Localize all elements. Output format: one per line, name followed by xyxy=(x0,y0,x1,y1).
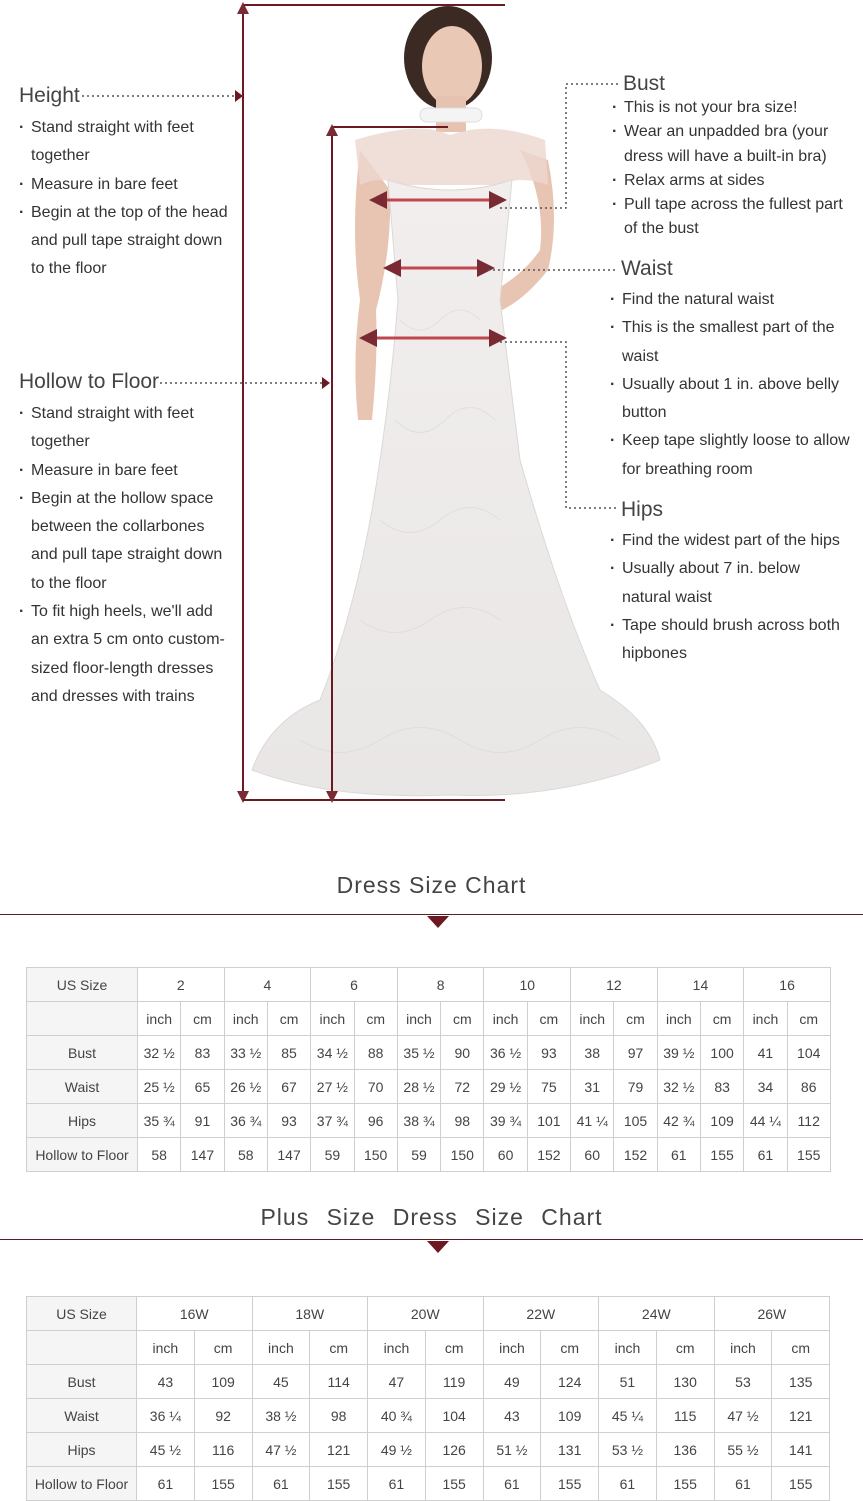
value-cell: 61 xyxy=(252,1467,310,1501)
value-cell: 67 xyxy=(267,1070,310,1104)
unit-cell: cm xyxy=(787,1002,830,1036)
hips-section xyxy=(610,498,840,668)
unit-cell: inch xyxy=(483,1331,541,1365)
hips-bullet: · Find the widest part of the hips xyxy=(610,527,840,555)
value-cell: 147 xyxy=(181,1138,224,1172)
unit-cell: inch xyxy=(252,1331,310,1365)
row-label: Bust xyxy=(27,1036,138,1070)
table-row xyxy=(27,1138,831,1172)
plus-chart-divider xyxy=(0,1239,863,1240)
value-cell: 93 xyxy=(527,1036,570,1070)
value-cell: 25 ½ xyxy=(138,1070,181,1104)
value-cell: 36 ¾ xyxy=(224,1104,267,1138)
value-cell: 35 ½ xyxy=(397,1036,440,1070)
value-cell: 150 xyxy=(354,1138,397,1172)
value-cell: 155 xyxy=(772,1467,830,1501)
value-cell: 59 xyxy=(311,1138,354,1172)
value-cell: 100 xyxy=(700,1036,743,1070)
value-cell: 29 ½ xyxy=(484,1070,527,1104)
value-cell: 136 xyxy=(656,1433,714,1467)
bust-bullet: · Pull tape across the fullest part of the bust xyxy=(612,193,852,242)
value-cell: 47 xyxy=(368,1365,426,1399)
value-cell: 38 xyxy=(571,1036,614,1070)
unit-cell: cm xyxy=(181,1002,224,1036)
value-cell: 105 xyxy=(614,1104,657,1138)
value-cell: 34 xyxy=(744,1070,787,1104)
bust-section xyxy=(612,72,852,242)
value-cell: 155 xyxy=(787,1138,830,1172)
hips-title: Hips xyxy=(621,498,664,521)
unit-cell: cm xyxy=(656,1331,714,1365)
height-bullets xyxy=(19,114,229,284)
waist-bullets xyxy=(610,286,855,484)
unit-cell: cm xyxy=(425,1331,483,1365)
table-row xyxy=(27,1365,830,1399)
value-cell: 45 ½ xyxy=(137,1433,195,1467)
value-cell: 83 xyxy=(700,1070,743,1104)
dress-size-table xyxy=(26,967,831,1172)
value-cell: 86 xyxy=(787,1070,830,1104)
hollow-bullet: · Begin at the hollow space between the collarbones and pull tape straight down to the floor xyxy=(19,485,229,598)
dress-chart-divider xyxy=(0,914,863,915)
size-cell: 8 xyxy=(397,968,484,1002)
size-cell: 22W xyxy=(483,1297,599,1331)
value-cell: 42 ¾ xyxy=(657,1104,700,1138)
hips-bullet: · Usually about 7 in. below natural waist xyxy=(610,555,840,612)
value-cell: 61 xyxy=(714,1467,772,1501)
height-bullet: · Stand straight with feet together xyxy=(19,114,229,171)
value-cell: 61 xyxy=(368,1467,426,1501)
value-cell: 41 xyxy=(744,1036,787,1070)
value-cell: 53 ½ xyxy=(599,1433,657,1467)
value-cell: 155 xyxy=(700,1138,743,1172)
plus-chart-notch xyxy=(427,1241,449,1253)
row-label: Hollow to Floor xyxy=(27,1467,137,1501)
height-bullet: · Measure in bare feet xyxy=(19,171,229,199)
waist-bullet: · This is the smallest part of the waist xyxy=(610,314,855,371)
size-cell: 2 xyxy=(138,968,225,1002)
height-section xyxy=(19,84,229,284)
arms-shape xyxy=(355,150,390,420)
value-cell: 109 xyxy=(194,1365,252,1399)
value-cell: 126 xyxy=(425,1433,483,1467)
height-pointer xyxy=(235,90,243,102)
value-cell: 61 xyxy=(483,1467,541,1501)
dress-shape xyxy=(252,180,660,796)
table-unit-row xyxy=(27,1331,830,1365)
size-cell: 10 xyxy=(484,968,571,1002)
table-row xyxy=(27,1399,830,1433)
value-cell: 61 xyxy=(599,1467,657,1501)
value-cell: 35 ¾ xyxy=(138,1104,181,1138)
value-cell: 61 xyxy=(657,1138,700,1172)
value-cell: 121 xyxy=(310,1433,368,1467)
value-cell: 43 xyxy=(137,1365,195,1399)
size-label-cell: US Size xyxy=(27,1297,137,1331)
value-cell: 83 xyxy=(181,1036,224,1070)
bust-bullet: · Wear an unpadded bra (your dress will have a built-in bra) xyxy=(612,120,852,169)
value-cell: 38 ¾ xyxy=(397,1104,440,1138)
value-cell: 45 ¼ xyxy=(599,1399,657,1433)
unit-cell: cm xyxy=(700,1002,743,1036)
size-cell: 26W xyxy=(714,1297,830,1331)
value-cell: 59 xyxy=(397,1138,440,1172)
unit-cell: inch xyxy=(224,1002,267,1036)
value-cell: 44 ¼ xyxy=(744,1104,787,1138)
value-cell: 47 ½ xyxy=(714,1399,772,1433)
unit-cell: inch xyxy=(138,1002,181,1036)
value-cell: 96 xyxy=(354,1104,397,1138)
value-cell: 58 xyxy=(224,1138,267,1172)
value-cell: 65 xyxy=(181,1070,224,1104)
row-label: Bust xyxy=(27,1365,137,1399)
value-cell: 32 ½ xyxy=(657,1070,700,1104)
value-cell: 104 xyxy=(787,1036,830,1070)
value-cell: 85 xyxy=(267,1036,310,1070)
value-cell: 91 xyxy=(181,1104,224,1138)
value-cell: 152 xyxy=(527,1138,570,1172)
value-cell: 155 xyxy=(425,1467,483,1501)
value-cell: 152 xyxy=(614,1138,657,1172)
value-cell: 49 ½ xyxy=(368,1433,426,1467)
value-cell: 109 xyxy=(700,1104,743,1138)
unit-cell: inch xyxy=(657,1002,700,1036)
dress-chart-title: Dress Size Chart xyxy=(336,872,527,898)
value-cell: 147 xyxy=(267,1138,310,1172)
value-cell: 37 ¾ xyxy=(311,1104,354,1138)
choker-shape xyxy=(420,108,482,122)
value-cell: 98 xyxy=(441,1104,484,1138)
plus-chart-title: Plus Size Dress Size Chart xyxy=(260,1204,603,1230)
value-cell: 130 xyxy=(656,1365,714,1399)
unit-cell: cm xyxy=(541,1331,599,1365)
row-label: Hollow to Floor xyxy=(27,1138,138,1172)
unit-cell: cm xyxy=(194,1331,252,1365)
bust-bullets xyxy=(612,96,852,242)
unit-cell: inch xyxy=(599,1331,657,1365)
value-cell: 88 xyxy=(354,1036,397,1070)
unit-cell: cm xyxy=(354,1002,397,1036)
bust-title: Bust xyxy=(623,72,666,95)
value-cell: 75 xyxy=(527,1070,570,1104)
unit-cell: cm xyxy=(614,1002,657,1036)
dress-chart-notch xyxy=(427,916,449,928)
value-cell: 45 xyxy=(252,1365,310,1399)
value-cell: 98 xyxy=(310,1399,368,1433)
size-cell: 20W xyxy=(368,1297,484,1331)
value-cell: 155 xyxy=(541,1467,599,1501)
value-cell: 112 xyxy=(787,1104,830,1138)
value-cell: 38 ½ xyxy=(252,1399,310,1433)
table-unit-row xyxy=(27,1002,831,1036)
height-bullet: · Begin at the top of the head and pull tape straight down to the floor xyxy=(19,199,229,284)
size-cell: 6 xyxy=(311,968,398,1002)
value-cell: 34 ½ xyxy=(311,1036,354,1070)
size-cell: 12 xyxy=(571,968,658,1002)
value-cell: 116 xyxy=(194,1433,252,1467)
table-row xyxy=(27,1036,831,1070)
value-cell: 39 ¾ xyxy=(484,1104,527,1138)
unit-cell: inch xyxy=(397,1002,440,1036)
size-cell: 16 xyxy=(744,968,831,1002)
value-cell: 28 ½ xyxy=(397,1070,440,1104)
face-shape xyxy=(422,26,482,106)
unit-cell: inch xyxy=(484,1002,527,1036)
row-label: Hips xyxy=(27,1433,137,1467)
value-cell: 135 xyxy=(772,1365,830,1399)
table-row xyxy=(27,1070,831,1104)
value-cell: 32 ½ xyxy=(138,1036,181,1070)
bust-bullet: · Relax arms at sides xyxy=(612,169,852,193)
value-cell: 60 xyxy=(484,1138,527,1172)
value-cell: 97 xyxy=(614,1036,657,1070)
table-header-row xyxy=(27,968,831,1002)
table-header-row xyxy=(27,1297,830,1331)
unit-cell: cm xyxy=(441,1002,484,1036)
unit-cell: inch xyxy=(744,1002,787,1036)
value-cell: 51 xyxy=(599,1365,657,1399)
empty-cell xyxy=(27,1331,137,1365)
value-cell: 33 ½ xyxy=(224,1036,267,1070)
plus-size-table xyxy=(26,1296,830,1501)
size-cell: 16W xyxy=(137,1297,253,1331)
unit-cell: inch xyxy=(571,1002,614,1036)
empty-cell xyxy=(27,1002,138,1036)
value-cell: 47 ½ xyxy=(252,1433,310,1467)
hollow-bullet: · Stand straight with feet together xyxy=(19,400,229,457)
size-cell: 18W xyxy=(252,1297,368,1331)
size-label-cell: US Size xyxy=(27,968,138,1002)
table-row xyxy=(27,1104,831,1138)
waist-section xyxy=(610,257,855,484)
value-cell: 36 ¼ xyxy=(137,1399,195,1433)
table-row xyxy=(27,1433,830,1467)
value-cell: 51 ½ xyxy=(483,1433,541,1467)
value-cell: 58 xyxy=(138,1138,181,1172)
hollow-bullet: · To fit high heels, we'll add an extra 5 cm onto custom-sized floor-length dresses and dresses with trains xyxy=(19,598,229,711)
value-cell: 155 xyxy=(656,1467,714,1501)
size-cell: 14 xyxy=(657,968,744,1002)
value-cell: 109 xyxy=(541,1399,599,1433)
row-label: Hips xyxy=(27,1104,138,1138)
bust-bullet: · This is not your bra size! xyxy=(612,96,852,120)
value-cell: 155 xyxy=(194,1467,252,1501)
value-cell: 101 xyxy=(527,1104,570,1138)
unit-cell: inch xyxy=(311,1002,354,1036)
unit-cell: inch xyxy=(714,1331,772,1365)
value-cell: 61 xyxy=(137,1467,195,1501)
value-cell: 49 xyxy=(483,1365,541,1399)
value-cell: 115 xyxy=(656,1399,714,1433)
value-cell: 26 ½ xyxy=(224,1070,267,1104)
value-cell: 41 ¼ xyxy=(571,1104,614,1138)
hollow-bullet: · Measure in bare feet xyxy=(19,457,229,485)
unit-cell: cm xyxy=(772,1331,830,1365)
value-cell: 141 xyxy=(772,1433,830,1467)
value-cell: 131 xyxy=(541,1433,599,1467)
hips-bullets xyxy=(610,527,840,668)
value-cell: 27 ½ xyxy=(311,1070,354,1104)
value-cell: 43 xyxy=(483,1399,541,1433)
table-row xyxy=(27,1467,830,1501)
value-cell: 40 ¾ xyxy=(368,1399,426,1433)
height-title: Height xyxy=(19,84,80,107)
value-cell: 36 ½ xyxy=(484,1036,527,1070)
size-cell: 24W xyxy=(599,1297,715,1331)
value-cell: 72 xyxy=(441,1070,484,1104)
unit-cell: inch xyxy=(137,1331,195,1365)
value-cell: 92 xyxy=(194,1399,252,1433)
value-cell: 150 xyxy=(441,1138,484,1172)
value-cell: 53 xyxy=(714,1365,772,1399)
unit-cell: cm xyxy=(527,1002,570,1036)
value-cell: 55 ½ xyxy=(714,1433,772,1467)
waist-title: Waist xyxy=(621,257,673,280)
value-cell: 39 ½ xyxy=(657,1036,700,1070)
value-cell: 90 xyxy=(441,1036,484,1070)
unit-cell: inch xyxy=(368,1331,426,1365)
value-cell: 114 xyxy=(310,1365,368,1399)
value-cell: 104 xyxy=(425,1399,483,1433)
waist-bullet: · Usually about 1 in. above belly button xyxy=(610,371,855,428)
unit-cell: cm xyxy=(310,1331,368,1365)
value-cell: 119 xyxy=(425,1365,483,1399)
value-cell: 70 xyxy=(354,1070,397,1104)
hollow-section xyxy=(19,370,229,711)
row-label: Waist xyxy=(27,1399,137,1433)
waist-bullet: · Find the natural waist xyxy=(610,286,855,314)
size-cell: 4 xyxy=(224,968,311,1002)
value-cell: 121 xyxy=(772,1399,830,1433)
value-cell: 61 xyxy=(744,1138,787,1172)
unit-cell: cm xyxy=(267,1002,310,1036)
waist-bullet: · Keep tape slightly loose to allow for breathing room xyxy=(610,427,855,484)
hollow-title: Hollow to Floor xyxy=(19,370,160,393)
row-label: Waist xyxy=(27,1070,138,1104)
value-cell: 93 xyxy=(267,1104,310,1138)
hollow-bullets xyxy=(19,400,229,711)
value-cell: 60 xyxy=(571,1138,614,1172)
value-cell: 155 xyxy=(310,1467,368,1501)
value-cell: 31 xyxy=(571,1070,614,1104)
hips-bullet: · Tape should brush across both hipbones xyxy=(610,612,840,669)
value-cell: 124 xyxy=(541,1365,599,1399)
value-cell: 79 xyxy=(614,1070,657,1104)
